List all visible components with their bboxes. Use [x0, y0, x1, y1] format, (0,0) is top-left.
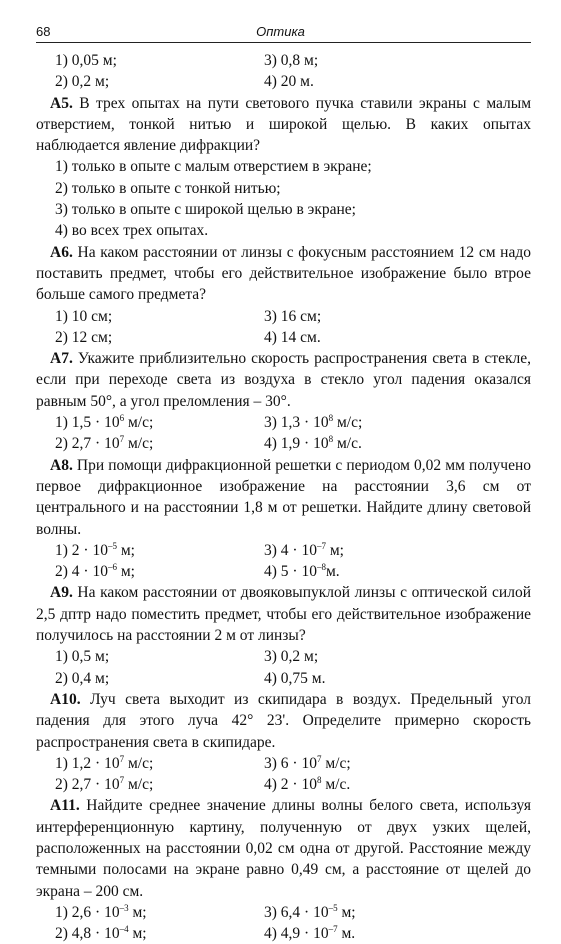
- answer-row: [36, 902, 531, 923]
- answer-row: [36, 412, 531, 433]
- answers-a10: [36, 753, 531, 796]
- question-label: А5.: [50, 94, 73, 112]
- answers-a7: [36, 412, 531, 455]
- answer-row: [36, 646, 531, 667]
- question-a9: [36, 582, 531, 646]
- answer-row: [36, 433, 531, 454]
- question-a6: [36, 242, 531, 306]
- answer-row: [36, 327, 531, 348]
- answer-option: 4) 20 м.: [264, 73, 314, 91]
- question-text: Луч света выходит из скипидара в воздух. Предельный угол падения для этого луча 42° 23'. Определите примерно скорость распространения света в скипидаре.: [36, 690, 531, 751]
- answer-row: [36, 753, 531, 774]
- answer-option: 3) только в опыте с широкой щелью в экране;: [55, 201, 356, 219]
- answer-option: 1) $1,2 \cdot 10^7$ м/с;: [55, 753, 154, 772]
- answer-option: 1) 0,05 м;: [55, 52, 117, 69]
- answer-option: 4) 14 см.: [264, 328, 321, 346]
- question-text: Укажите приблизительно скорость распространения света в стекле, если при переходе света из воздуха в стекло угол падения оказался равным 50°, а угол преломления – 30°.: [36, 350, 531, 410]
- page-content: [36, 50, 531, 944]
- answer-row: [36, 561, 531, 582]
- answers-a9: [36, 646, 531, 689]
- answer-option: 4) $5 \cdot 10^{-8}м$.: [264, 562, 340, 581]
- answer-option: 3) 0,8 м;: [264, 52, 319, 69]
- answer-row: [36, 71, 531, 92]
- answers-a6: [36, 306, 531, 349]
- answer-row: [36, 923, 531, 944]
- answers-a8: [36, 540, 531, 583]
- answers-top: [36, 50, 531, 93]
- answer-option: 4) $4,9 \cdot 10^{-7}$ м.: [264, 924, 356, 943]
- question-text: Найдите среднее значение длины волны белого света, используя интерференционную картину, полученную от двух узких щелей, расположенных на расстоянии 0,02 см одна от другой. Расстояние между темными полосами на экране равно 0,49 см, а расстояние от щелей до экрана – 200 см.: [36, 797, 531, 900]
- answer-row: [36, 306, 531, 327]
- question-a5: [36, 93, 531, 157]
- answer-option: 2) 0,2 м;: [55, 73, 110, 91]
- question-label: А10.: [50, 690, 81, 708]
- answer-option: 1) $2 \cdot 10^{-5}$ м;: [55, 540, 135, 559]
- answer-row: [36, 774, 531, 795]
- answer-option: 1) $2,6 \cdot 10^{-3}$ м;: [55, 902, 147, 921]
- answer-option: 3) $1,3 \cdot 10^8$ м/с;: [264, 413, 363, 432]
- header-rule: [36, 42, 531, 43]
- page-number: 68: [36, 24, 51, 39]
- answer-option: 2) $2,7 \cdot 10^7$ м/с;: [55, 775, 154, 794]
- answer-option: 3) 16 см;: [264, 307, 322, 325]
- question-text: При помощи дифракционной решетки с периодом 0,02 мм получено первое дифракционное изображение на расстоянии 3,6 см от центрального и на расстоянии 1,8 м от решетки. Найдите длину световой волны.: [36, 456, 531, 538]
- answer-option: 2) 12 см;: [55, 328, 113, 346]
- answer-row: [36, 540, 531, 561]
- question-label: А8.: [50, 456, 73, 474]
- answers-a11: [36, 902, 531, 944]
- question-text: На каком расстоянии от линзы с фокусным расстоянием 12 см надо поставить предмет, чтобы его действительное изображение было втрое больше самого предмета?: [36, 243, 531, 304]
- question-label: А9.: [50, 584, 73, 602]
- question-a10: [36, 689, 531, 753]
- answer-option: 3) $6,4 \cdot 10^{-5}$ м;: [264, 902, 356, 921]
- answer-option: 2) $4,8 \cdot 10^{-4}$ м;: [55, 924, 147, 943]
- answer-row: [36, 668, 531, 689]
- answer-option: 2) $2,7 \cdot 10^7$ м/с;: [55, 434, 154, 453]
- answer-option: 1) 10 см;: [55, 307, 113, 325]
- answer-option: 3) 0,2 м;: [264, 648, 319, 666]
- answer-option: 1) $1,5 \cdot 10^6$ м/с;: [55, 413, 154, 432]
- question-a11: [36, 795, 531, 901]
- answer-option: 4) $1,9 \cdot 10^8$ м/с.: [264, 434, 362, 453]
- answer-option: 1) только в опыте с малым отверстием в экране;: [55, 158, 372, 176]
- answer-option: 2) 0,4 м;: [55, 669, 110, 687]
- answer-option: 4) во всех трех опытах.: [55, 222, 209, 240]
- question-a7: [36, 348, 531, 412]
- question-text: На каком расстоянии от двояковыпуклой линзы с оптической силой 2,5 дптр надо поместить предмет, чтобы его действительное изображение получилось на расстоянии 2 м от линзы?: [36, 584, 531, 645]
- answer-row: [36, 50, 531, 71]
- answer-option: 2) $4 \cdot 10^{-6}$ м;: [55, 562, 135, 581]
- section-title: Оптика: [256, 24, 305, 39]
- answer-option: 1) 0,5 м;: [55, 648, 110, 666]
- answer-option: 4) $2 \cdot 10^8$ м/с.: [264, 775, 351, 794]
- question-label: А6.: [50, 243, 73, 261]
- question-label: А7.: [50, 350, 73, 368]
- answer-option: 3) $4 \cdot 10^{-7}$ м;: [264, 540, 344, 559]
- page-header: [0, 0, 561, 46]
- question-text: В трех опытах на пути светового пучка ставили экраны с малым отверстием, тонкой нитью и широкой щелью. В каких опытах наблюдается явление дифракции?: [36, 94, 531, 155]
- question-a8: [36, 455, 531, 540]
- answer-option: 4) 0,75 м.: [264, 669, 326, 687]
- answer-option: 2) только в опыте с тонкой нитью;: [55, 179, 281, 197]
- answer-option: 3) $6 \cdot 10^7$ м/с;: [264, 753, 351, 772]
- question-label: А11.: [50, 797, 80, 815]
